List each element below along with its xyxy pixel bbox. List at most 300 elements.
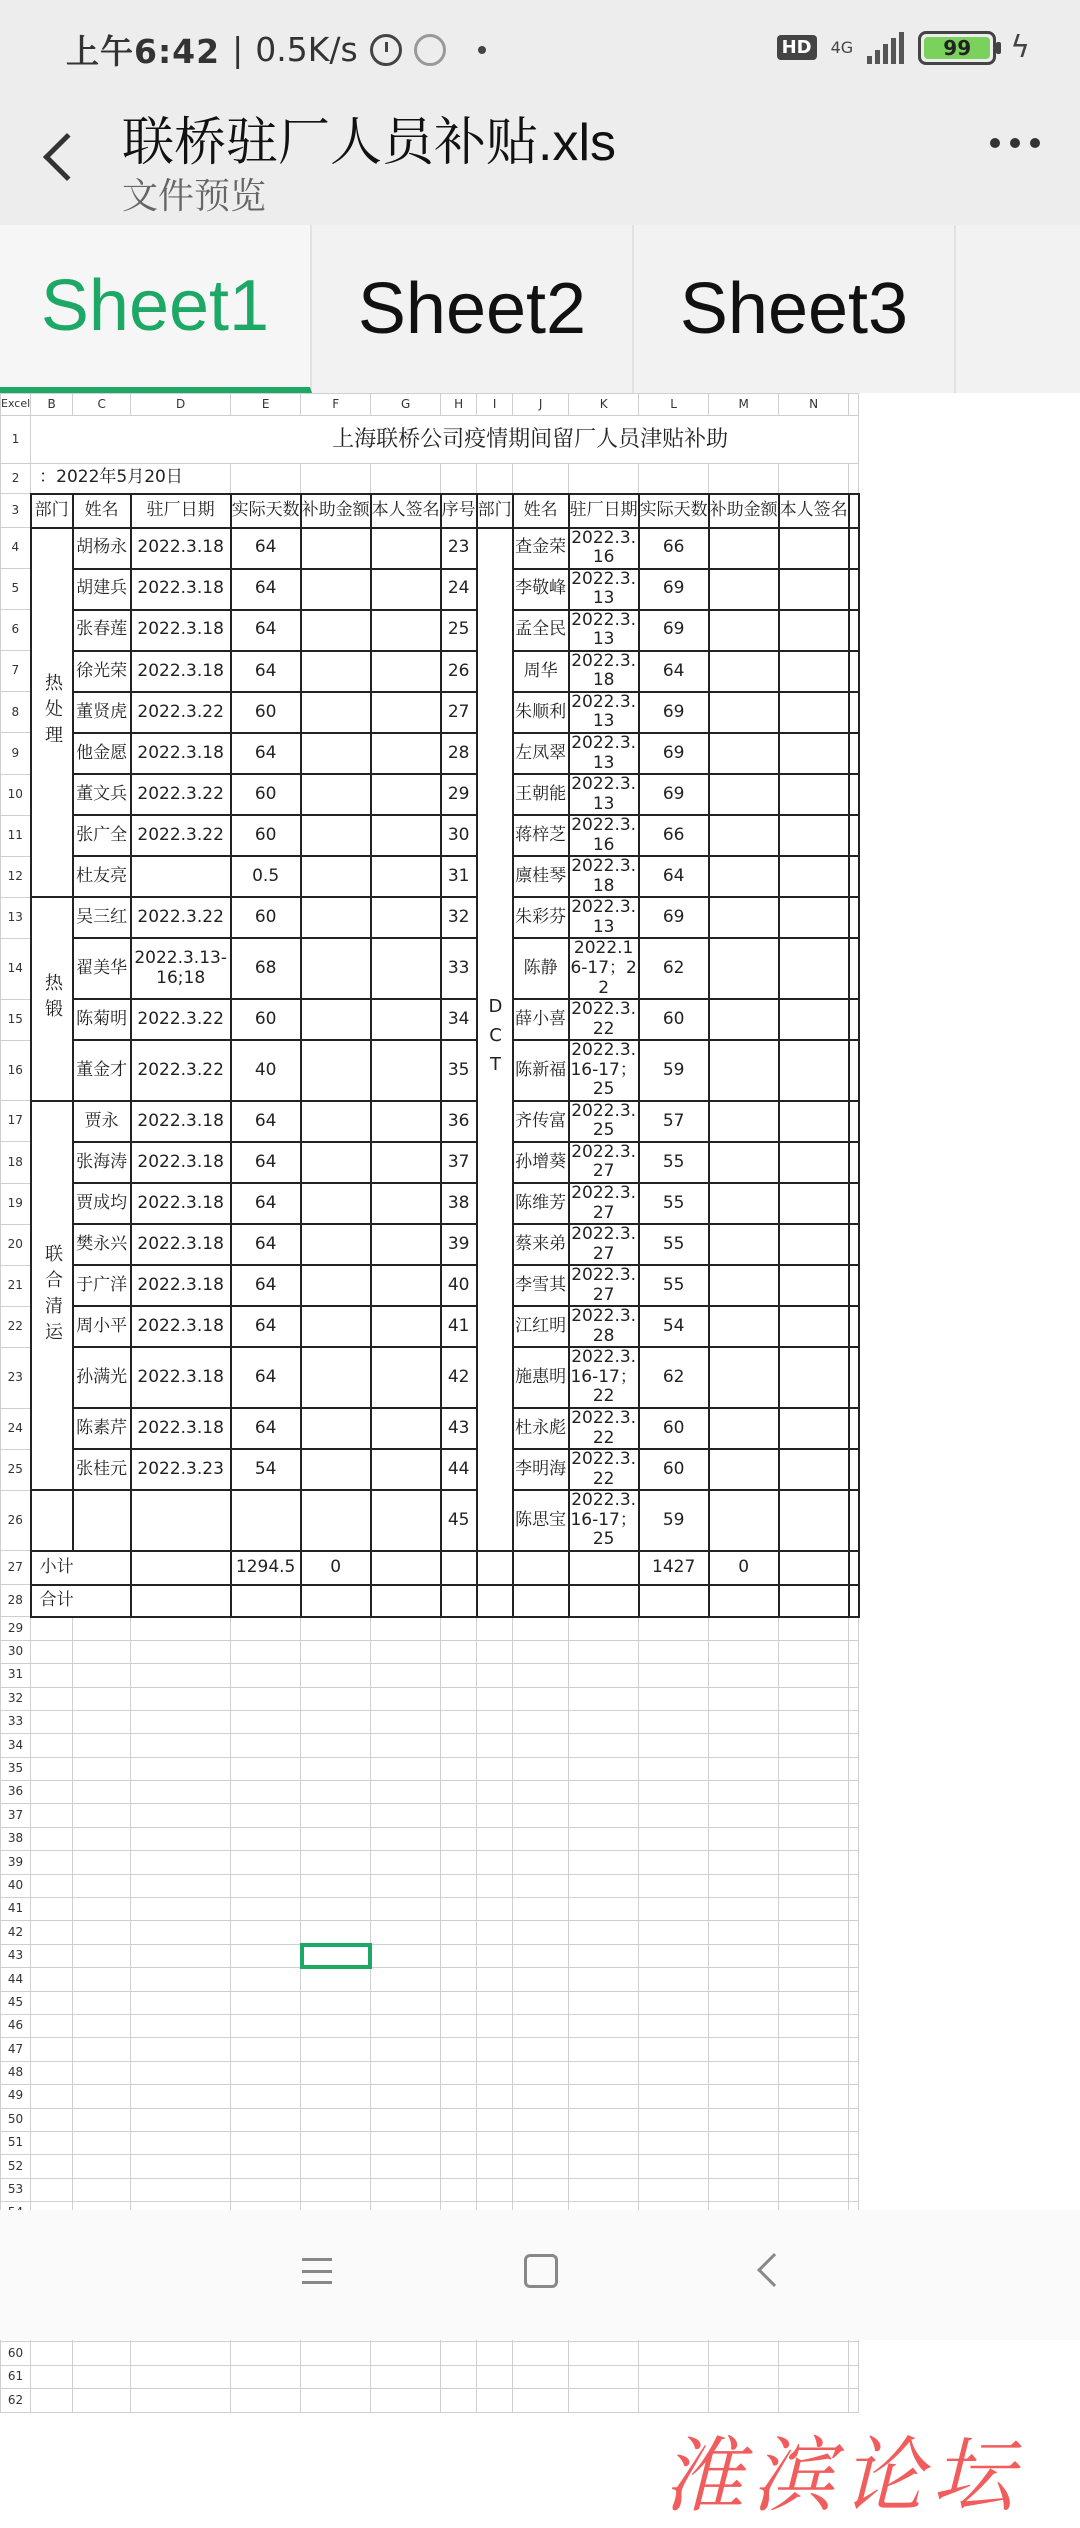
name-cell[interactable]: 朱彩芬 <box>513 897 569 938</box>
cell[interactable] <box>477 1991 513 2014</box>
cell[interactable] <box>131 2108 231 2131</box>
cell[interactable] <box>849 2038 859 2061</box>
cell[interactable] <box>779 1551 849 1585</box>
cell[interactable] <box>73 1804 131 1827</box>
amount-cell[interactable] <box>301 774 371 815</box>
signature-cell[interactable] <box>779 1490 849 1551</box>
amount-cell[interactable] <box>301 651 371 692</box>
cell[interactable] <box>73 2108 131 2131</box>
cell[interactable] <box>301 2131 371 2154</box>
cell[interactable] <box>441 1968 477 1991</box>
cell[interactable] <box>31 1757 73 1780</box>
cell[interactable] <box>849 2389 859 2412</box>
date-cell[interactable]: 2022.3.18 <box>131 1306 231 1347</box>
date-cell[interactable]: 2022.3.16-17；22 <box>570 1347 637 1407</box>
cell[interactable] <box>569 1804 639 1827</box>
cell[interactable] <box>639 2061 709 2084</box>
cell[interactable] <box>31 1734 73 1757</box>
row-number[interactable]: 60 <box>1 2342 31 2365</box>
date-cell[interactable]: 2022.3.18 <box>131 1347 231 1408</box>
spreadsheet-view[interactable] <box>0 393 1080 2524</box>
days-cell[interactable]: 64 <box>231 1183 301 1224</box>
date-cell[interactable]: 2022.3.23 <box>131 1449 231 1490</box>
cell[interactable] <box>849 1617 859 1640</box>
amount-cell[interactable] <box>301 815 371 856</box>
cell[interactable] <box>371 2131 441 2154</box>
cell[interactable] <box>477 2131 513 2154</box>
cell[interactable] <box>709 1991 779 2014</box>
cell[interactable] <box>849 569 859 610</box>
cell[interactable] <box>477 1734 513 1757</box>
cell[interactable] <box>849 1734 859 1757</box>
cell[interactable] <box>709 1898 779 1921</box>
cell[interactable] <box>231 1968 301 1991</box>
name-cell[interactable]: 陈菊明 <box>73 999 131 1040</box>
seq-cell[interactable]: 30 <box>441 815 477 856</box>
department-cell[interactable]: DCT <box>477 528 513 1551</box>
cell[interactable] <box>513 1757 569 1780</box>
cell[interactable] <box>73 1781 131 1804</box>
signature-cell[interactable] <box>779 774 849 815</box>
cell[interactable] <box>779 1898 849 1921</box>
amount-cell[interactable] <box>301 1347 371 1408</box>
signature-cell[interactable] <box>371 999 441 1040</box>
cell[interactable] <box>569 2038 639 2061</box>
cell[interactable] <box>513 2155 569 2178</box>
row-number[interactable]: 45 <box>1 1991 31 2014</box>
amount-cell[interactable] <box>709 1490 779 1551</box>
cell[interactable] <box>231 1991 301 2014</box>
cell[interactable] <box>371 1991 441 2014</box>
cell[interactable] <box>849 1449 859 1490</box>
cell[interactable] <box>513 1921 569 1944</box>
cell[interactable] <box>441 1851 477 1874</box>
signature-cell[interactable] <box>371 938 441 999</box>
date-cell[interactable]: 2022.3.25 <box>569 1101 639 1142</box>
column-title[interactable]: 驻厂日期 <box>569 494 639 528</box>
signature-cell[interactable] <box>779 1265 849 1306</box>
cell[interactable] <box>73 2014 131 2037</box>
cell[interactable] <box>131 1944 231 1967</box>
date-cell[interactable]: 2022.3.18 <box>131 1101 231 1142</box>
name-cell[interactable]: 陈维芳 <box>513 1183 569 1224</box>
cell[interactable] <box>371 1827 441 1850</box>
seq-cell[interactable]: 44 <box>441 1449 477 1490</box>
row-number[interactable]: 53 <box>1 2178 31 2201</box>
column-title[interactable]: 序号 <box>441 494 477 528</box>
days-cell[interactable]: 69 <box>639 897 709 938</box>
cell[interactable] <box>849 464 859 494</box>
name-cell[interactable]: 薛小喜 <box>513 999 569 1040</box>
cell[interactable] <box>371 1968 441 1991</box>
cell[interactable] <box>849 1710 859 1733</box>
name-cell[interactable]: 陈思宝 <box>513 1490 569 1551</box>
row-number[interactable]: 24 <box>1 1408 31 1449</box>
cell[interactable] <box>371 1757 441 1780</box>
date-cell[interactable]: 2022.3.18 <box>569 856 639 897</box>
menu-icon[interactable] <box>302 2258 332 2284</box>
cell[interactable] <box>131 2342 231 2365</box>
cell[interactable] <box>639 1585 709 1617</box>
cell[interactable] <box>73 2038 131 2061</box>
cell[interactable] <box>709 1804 779 1827</box>
cell[interactable] <box>477 1640 513 1663</box>
cell[interactable] <box>441 464 477 494</box>
cell[interactable] <box>513 1687 569 1710</box>
cell[interactable] <box>477 1827 513 1850</box>
date-cell[interactable]: 2022.3.27 <box>569 1142 639 1183</box>
cell[interactable] <box>477 2085 513 2108</box>
cell[interactable] <box>709 1827 779 1850</box>
cell[interactable] <box>231 464 301 494</box>
cell[interactable] <box>441 1781 477 1804</box>
days-cell[interactable]: 64 <box>639 651 709 692</box>
days-cell[interactable]: 60 <box>231 897 301 938</box>
cell[interactable] <box>513 464 569 494</box>
cell[interactable] <box>477 1944 513 1967</box>
days-cell[interactable]: 0.5 <box>231 856 301 897</box>
amount-cell[interactable] <box>301 1183 371 1224</box>
name-cell[interactable]: 樊永兴 <box>73 1224 131 1265</box>
date-cell[interactable]: 2022.3.13 <box>569 610 639 651</box>
name-cell[interactable]: 李明海 <box>513 1449 569 1490</box>
cell[interactable] <box>477 2038 513 2061</box>
cell[interactable] <box>779 1687 849 1710</box>
cell[interactable] <box>709 1851 779 1874</box>
cell[interactable] <box>231 1585 301 1617</box>
date-cell[interactable]: 2022.3.22 <box>131 897 231 938</box>
name-cell[interactable]: 张桂元 <box>73 1449 131 1490</box>
cell[interactable] <box>849 733 859 774</box>
row-number[interactable]: 41 <box>1 1898 31 1921</box>
signature-cell[interactable] <box>371 1408 441 1449</box>
cell[interactable] <box>639 1804 709 1827</box>
cell[interactable] <box>639 2365 709 2388</box>
cell[interactable] <box>301 2389 371 2412</box>
cell[interactable] <box>569 2108 639 2131</box>
cell[interactable] <box>73 2389 131 2412</box>
cell[interactable] <box>131 1551 231 1585</box>
date-cell[interactable]: 2022.3.18 <box>131 1265 231 1306</box>
row-number[interactable]: 23 <box>1 1347 31 1408</box>
cell[interactable] <box>513 1640 569 1663</box>
signature-cell[interactable] <box>371 1040 441 1101</box>
cell[interactable] <box>441 2038 477 2061</box>
date-cell[interactable]: 2022.3.13 <box>569 733 639 774</box>
cell[interactable] <box>73 1991 131 2014</box>
cell[interactable] <box>779 1710 849 1733</box>
cell[interactable] <box>477 1921 513 1944</box>
amount-cell[interactable] <box>301 1040 371 1101</box>
amount-cell[interactable] <box>301 999 371 1040</box>
cell[interactable] <box>513 1944 569 1967</box>
cell[interactable] <box>849 2085 859 2108</box>
cell[interactable] <box>779 1664 849 1687</box>
cell[interactable] <box>441 1757 477 1780</box>
cell[interactable] <box>441 2131 477 2154</box>
seq-cell[interactable]: 29 <box>441 774 477 815</box>
cell[interactable] <box>639 464 709 494</box>
cell[interactable] <box>231 1898 301 1921</box>
cell[interactable] <box>639 1968 709 1991</box>
cell[interactable] <box>709 2342 779 2365</box>
cell[interactable] <box>301 464 371 494</box>
days-cell[interactable]: 60 <box>231 692 301 733</box>
name-cell[interactable]: 张广全 <box>73 815 131 856</box>
signature-cell[interactable] <box>779 815 849 856</box>
cell[interactable] <box>31 2155 73 2178</box>
cell[interactable] <box>301 2342 371 2365</box>
cell[interactable] <box>569 1664 639 1687</box>
column-title[interactable]: 驻厂日期 <box>131 494 231 528</box>
amount-cell[interactable] <box>301 1224 371 1265</box>
cell[interactable] <box>131 1734 231 1757</box>
cell[interactable] <box>231 2085 301 2108</box>
signature-cell[interactable] <box>371 1347 441 1408</box>
name-cell[interactable]: 杜友亮 <box>73 856 131 897</box>
cell[interactable] <box>569 1757 639 1780</box>
days-cell[interactable]: 40 <box>231 1040 301 1101</box>
cell[interactable] <box>639 1617 709 1640</box>
cell[interactable] <box>477 464 513 494</box>
signature-cell[interactable] <box>779 938 849 999</box>
amount-cell[interactable] <box>301 528 371 569</box>
column-title[interactable]: 本人签名 <box>779 494 849 528</box>
row-number[interactable]: 28 <box>1 1585 31 1617</box>
cell[interactable] <box>231 1640 301 1663</box>
cell[interactable] <box>231 2038 301 2061</box>
days-cell[interactable]: 66 <box>639 528 709 569</box>
name-cell[interactable]: 孙增葵 <box>513 1142 569 1183</box>
signature-cell[interactable] <box>371 692 441 733</box>
row-number[interactable]: 27 <box>1 1551 31 1585</box>
amount-cell[interactable] <box>709 569 779 610</box>
days-cell[interactable]: 55 <box>639 1224 709 1265</box>
cell[interactable] <box>849 774 859 815</box>
cell[interactable] <box>849 999 859 1040</box>
column-header[interactable]: B <box>31 394 73 416</box>
name-cell[interactable]: 周华 <box>513 651 569 692</box>
cell[interactable] <box>131 1757 231 1780</box>
column-header[interactable]: M <box>709 394 779 416</box>
cell[interactable] <box>639 1781 709 1804</box>
cell[interactable] <box>231 2178 301 2201</box>
cell[interactable] <box>779 2014 849 2037</box>
cell[interactable] <box>569 1898 639 1921</box>
cell[interactable] <box>231 1617 301 1640</box>
signature-cell[interactable] <box>371 651 441 692</box>
cell[interactable] <box>477 1898 513 1921</box>
cell[interactable] <box>301 1757 371 1780</box>
signature-cell[interactable] <box>371 733 441 774</box>
cell[interactable] <box>371 1551 441 1585</box>
name-cell[interactable]: 董贤虎 <box>73 692 131 733</box>
column-title[interactable]: 部门 <box>477 494 513 528</box>
cell[interactable] <box>569 1687 639 1710</box>
signature-cell[interactable] <box>371 856 441 897</box>
cell[interactable] <box>849 2131 859 2154</box>
amount-cell[interactable] <box>709 774 779 815</box>
cell[interactable] <box>231 2014 301 2037</box>
cell[interactable] <box>779 1734 849 1757</box>
cell[interactable] <box>231 1757 301 1780</box>
date-cell[interactable]: 2022.3.22 <box>131 774 231 815</box>
cell[interactable] <box>569 2061 639 2084</box>
cell[interactable] <box>513 1664 569 1687</box>
cell[interactable] <box>301 2038 371 2061</box>
cell[interactable] <box>639 1640 709 1663</box>
cell[interactable] <box>639 1898 709 1921</box>
cell[interactable] <box>371 1944 441 1967</box>
row-number[interactable]: 36 <box>1 1781 31 1804</box>
cell[interactable] <box>569 1851 639 1874</box>
cell[interactable] <box>849 1664 859 1687</box>
amount-cell[interactable] <box>301 856 371 897</box>
row-number[interactable]: 4 <box>1 528 31 569</box>
row-number[interactable]: 10 <box>1 774 31 815</box>
cell[interactable] <box>73 2365 131 2388</box>
days-cell[interactable]: 64 <box>231 1347 301 1408</box>
cell[interactable] <box>779 2342 849 2365</box>
seq-cell[interactable]: 41 <box>441 1306 477 1347</box>
cell[interactable] <box>231 1781 301 1804</box>
cell[interactable] <box>779 2178 849 2201</box>
cell[interactable] <box>849 1687 859 1710</box>
seq-cell[interactable]: 33 <box>441 938 477 999</box>
seq-cell[interactable]: 39 <box>441 1224 477 1265</box>
cell[interactable] <box>569 1617 639 1640</box>
cell[interactable] <box>709 2178 779 2201</box>
amount-cell[interactable] <box>709 1101 779 1142</box>
name-cell[interactable]: 胡杨永 <box>73 528 131 569</box>
signature-cell[interactable] <box>779 610 849 651</box>
cell[interactable] <box>513 2365 569 2388</box>
cell[interactable] <box>131 2389 231 2412</box>
cell[interactable] <box>477 2178 513 2201</box>
cell[interactable] <box>31 1991 73 2014</box>
home-icon[interactable] <box>524 2254 558 2288</box>
name-cell[interactable]: 李雪其 <box>513 1265 569 1306</box>
cell[interactable] <box>31 2365 73 2388</box>
cell[interactable] <box>371 1898 441 1921</box>
cell[interactable] <box>31 1640 73 1663</box>
cell[interactable] <box>441 2061 477 2084</box>
column-header[interactable]: F <box>301 394 371 416</box>
cell[interactable] <box>371 2342 441 2365</box>
cell[interactable] <box>301 1898 371 1921</box>
cell[interactable] <box>709 2389 779 2412</box>
cell[interactable] <box>569 1921 639 1944</box>
days-cell[interactable]: 60 <box>639 999 709 1040</box>
cell[interactable] <box>31 1898 73 1921</box>
amount-cell[interactable] <box>709 651 779 692</box>
signature-cell[interactable] <box>779 897 849 938</box>
date-cell[interactable]: 2022.3.22 <box>569 1408 639 1449</box>
cell[interactable] <box>849 1347 859 1408</box>
cell[interactable] <box>73 1710 131 1733</box>
date-cell[interactable]: 2022.3.22 <box>131 692 231 733</box>
seq-cell[interactable]: 26 <box>441 651 477 692</box>
seq-cell[interactable]: 27 <box>441 692 477 733</box>
cell[interactable] <box>441 1944 477 1967</box>
cell[interactable] <box>231 2155 301 2178</box>
cell[interactable] <box>849 651 859 692</box>
days-cell[interactable]: 64 <box>231 1408 301 1449</box>
date-line[interactable]: ：2022年5月20日 <box>31 464 231 494</box>
row-number[interactable]: 40 <box>1 1874 31 1897</box>
signature-cell[interactable] <box>371 569 441 610</box>
days-cell[interactable]: 54 <box>639 1306 709 1347</box>
signature-cell[interactable] <box>371 1224 441 1265</box>
cell[interactable] <box>371 1781 441 1804</box>
amount-cell[interactable] <box>301 733 371 774</box>
amount-cell[interactable] <box>709 1449 779 1490</box>
cell[interactable] <box>779 464 849 494</box>
cell[interactable] <box>371 1851 441 1874</box>
signature-cell[interactable] <box>779 1183 849 1224</box>
amount-cell[interactable] <box>301 1449 371 1490</box>
row-number[interactable]: 48 <box>1 2061 31 2084</box>
cell[interactable] <box>513 2085 569 2108</box>
cell[interactable] <box>231 2342 301 2365</box>
cell[interactable] <box>371 1874 441 1897</box>
amount-cell[interactable] <box>301 692 371 733</box>
cell[interactable] <box>639 1921 709 1944</box>
row-number[interactable]: 39 <box>1 1851 31 1874</box>
cell[interactable] <box>569 1944 639 1967</box>
cell[interactable] <box>477 1617 513 1640</box>
seq-cell[interactable]: 31 <box>441 856 477 897</box>
cell[interactable] <box>513 2038 569 2061</box>
cell[interactable] <box>709 2014 779 2037</box>
more-options-button[interactable] <box>990 138 1040 148</box>
row-number[interactable]: 33 <box>1 1710 31 1733</box>
cell[interactable] <box>513 1710 569 1733</box>
cell[interactable] <box>31 1851 73 1874</box>
cell[interactable] <box>849 1408 859 1449</box>
days-cell[interactable]: 66 <box>639 815 709 856</box>
cell[interactable] <box>131 1804 231 1827</box>
cell[interactable] <box>231 2131 301 2154</box>
cell[interactable] <box>441 1664 477 1687</box>
amount-cell[interactable] <box>301 897 371 938</box>
amount-cell[interactable] <box>709 897 779 938</box>
cell[interactable] <box>441 2155 477 2178</box>
cell[interactable] <box>709 1640 779 1663</box>
cell[interactable] <box>569 1781 639 1804</box>
signature-cell[interactable] <box>779 1224 849 1265</box>
cell[interactable] <box>569 1827 639 1850</box>
cell[interactable] <box>131 1827 231 1850</box>
cell[interactable] <box>709 2155 779 2178</box>
days-cell[interactable]: 64 <box>231 528 301 569</box>
cell[interactable] <box>441 2178 477 2201</box>
cell[interactable] <box>639 2108 709 2131</box>
date-cell[interactable] <box>131 1490 231 1551</box>
column-title[interactable]: 本人签名 <box>371 494 441 528</box>
date-cell[interactable]: 2022.3.18 <box>131 1183 231 1224</box>
days-cell[interactable]: 64 <box>231 1101 301 1142</box>
cell[interactable] <box>779 2131 849 2154</box>
name-cell[interactable]: 孟全民 <box>513 610 569 651</box>
date-cell[interactable]: 2022.3.22 <box>569 999 639 1040</box>
cell[interactable] <box>513 2342 569 2365</box>
date-cell[interactable]: 2022.3.22 <box>131 815 231 856</box>
cell[interactable] <box>569 2389 639 2412</box>
cell[interactable] <box>73 1757 131 1780</box>
cell[interactable] <box>513 2014 569 2037</box>
cell[interactable] <box>849 2014 859 2037</box>
